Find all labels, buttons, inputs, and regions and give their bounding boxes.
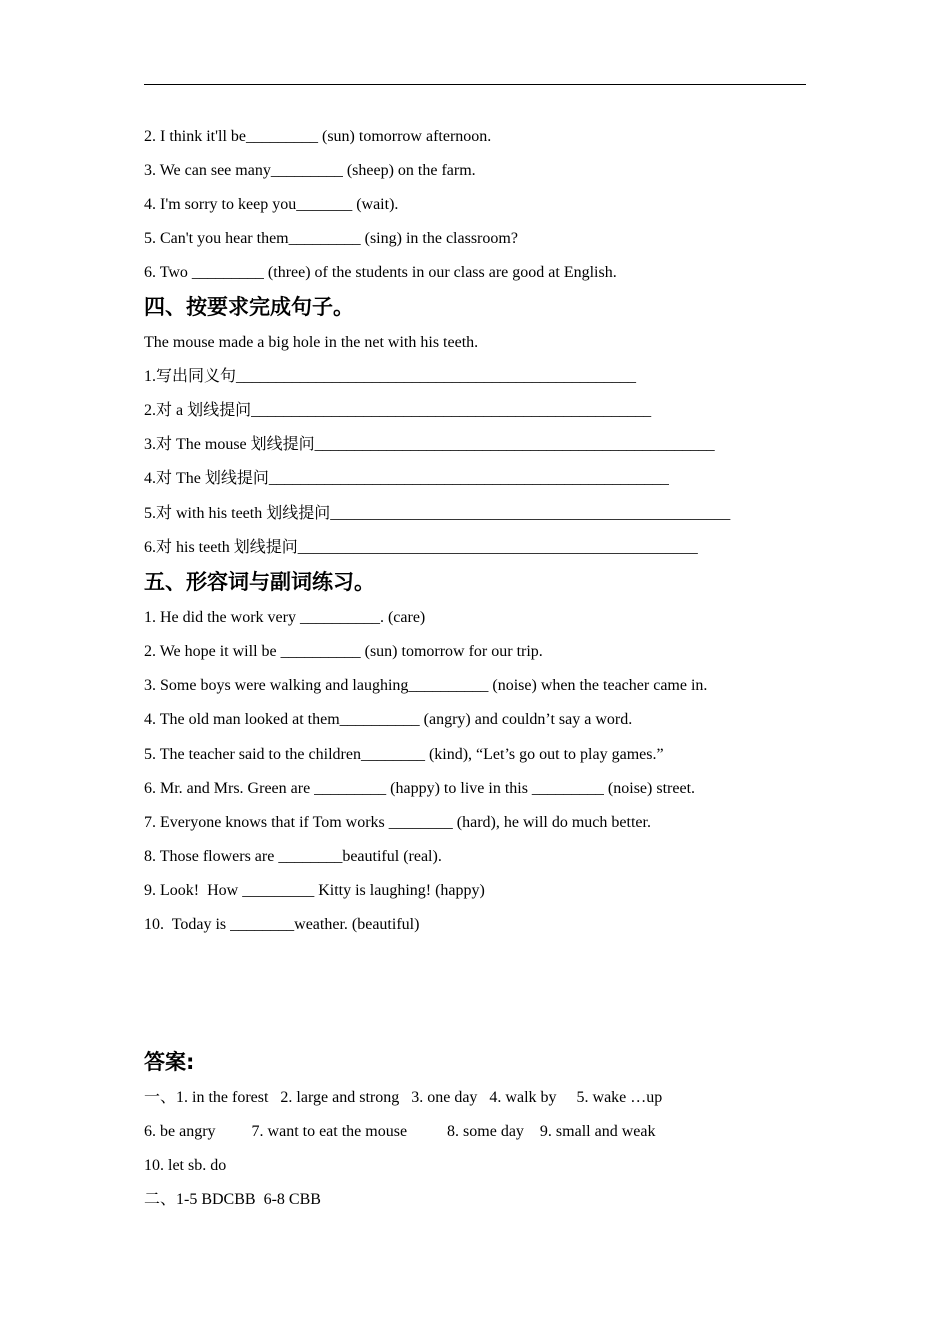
exercise-item: 6. Mr. and Mrs. Green are _________ (happy) to live in this _________ (noise) street.	[144, 780, 696, 797]
source-sentence: The mouse made a big hole in the net with his teeth.	[144, 334, 479, 351]
exercise-item: 8. Those flowers are ________beautiful (real).	[144, 848, 442, 865]
exercise-item: 10. Today is ________weather. (beautiful)	[144, 916, 420, 933]
answers-heading: 答案:	[144, 1050, 195, 1074]
exercise-item: 5. Can't you hear them_________ (sing) in the classroom?	[144, 230, 518, 247]
exercise-item: 3. We can see many_________ (sheep) on the farm.	[144, 162, 476, 179]
header-rule	[144, 84, 806, 85]
exercise-item: 2. I think it'll be_________ (sun) tomorrow afternoon.	[144, 128, 492, 145]
exercise-item: 6.对 his teeth 划线提问__________________________________________________	[144, 539, 698, 556]
exercise-item: 6. Two _________ (three) of the students in our class are good at English.	[144, 264, 617, 281]
exercise-item: 2.对 a 划线提问__________________________________________________	[144, 402, 652, 419]
section-heading: 四、按要求完成句子。	[144, 295, 354, 319]
exercise-item: 4. The old man looked at them__________ (angry) and couldn’t say a word.	[144, 711, 633, 728]
exercise-item: 4. I'm sorry to keep you_______ (wait).	[144, 196, 399, 213]
exercise-item: 1. He did the work very __________. (care)	[144, 609, 426, 626]
exercise-item: 3.对 The mouse 划线提问__________________________________________________	[144, 436, 715, 453]
exercise-item: 5. The teacher said to the children________ (kind), “Let’s go out to play games.”	[144, 746, 664, 763]
exercise-item: 9. Look! How _________ Kitty is laughing! (happy)	[144, 882, 485, 899]
answer-line: 10. let sb. do	[144, 1157, 227, 1174]
answer-line: 6. be angry 7. want to eat the mouse 8. some day 9. small and weak	[144, 1123, 656, 1140]
answer-line: 二、1-5 BDCBB 6-8 CBB	[144, 1191, 321, 1208]
exercise-item: 7. Everyone knows that if Tom works ________ (hard), he will do much better.	[144, 814, 651, 831]
answer-line: 一、1. in the forest 2. large and strong 3. one day 4. walk by 5. wake …up	[144, 1089, 663, 1106]
exercise-item: 2. We hope it will be __________ (sun) tomorrow for our trip.	[144, 643, 543, 660]
section-heading: 五、形容词与副词练习。	[144, 570, 375, 594]
exercise-item: 5.对 with his teeth 划线提问__________________________________________________	[144, 505, 731, 522]
exercise-item: 1.写出同义句__________________________________________________	[144, 368, 637, 385]
exercise-item: 3. Some boys were walking and laughing__________ (noise) when the teacher came in.	[144, 677, 708, 694]
exercise-item: 4.对 The 划线提问__________________________________________________	[144, 470, 669, 487]
